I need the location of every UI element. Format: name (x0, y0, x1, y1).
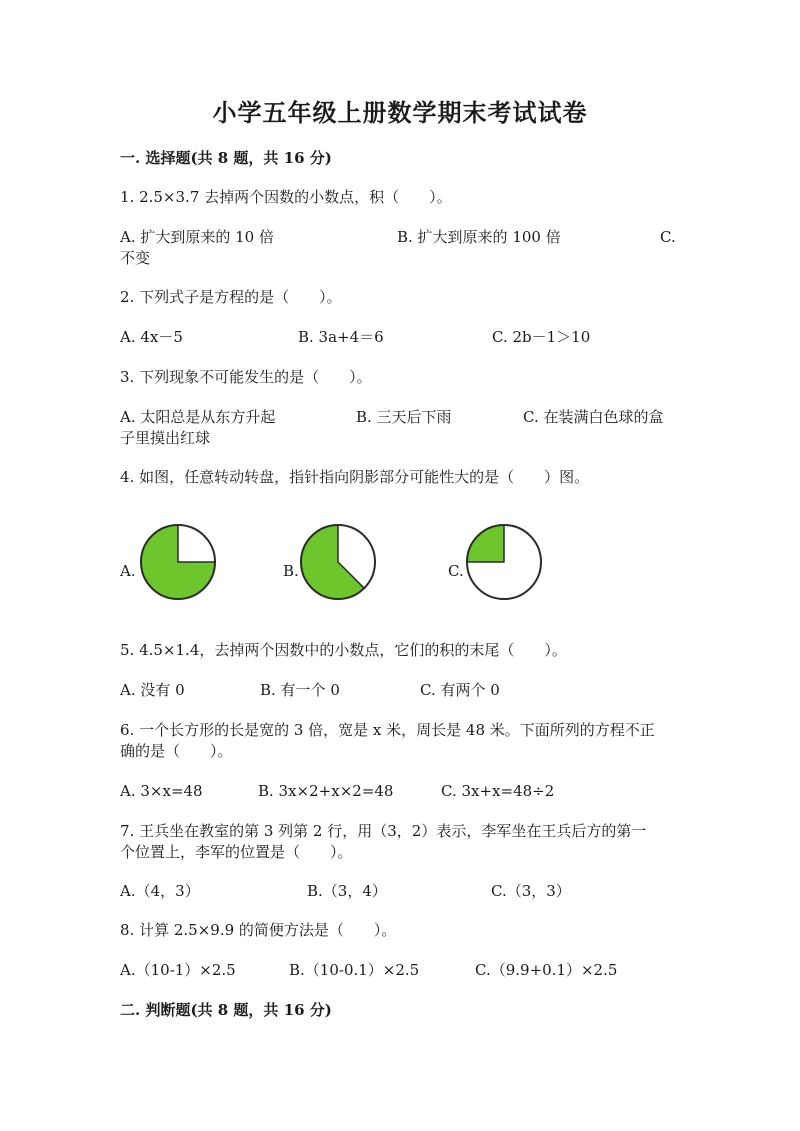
question-5-option-b[interactable]: B. 有一个 0 (260, 681, 340, 699)
question-1-option-c-wrap: 不变 (120, 249, 151, 267)
question-2-option-b[interactable]: B. 3a+4＝6 (298, 328, 384, 346)
question-6-option-a[interactable]: A. 3×x=48 (120, 782, 203, 800)
question-7-option-b[interactable]: B.（3，4） (307, 882, 387, 900)
section-heading-judgement: 二. 判断题(共 8 题，共 16 分) (120, 1001, 332, 1019)
question-6-stem: 6. 一个长方形的长是宽的 3 倍，宽是 x 米，周长是 48 米。下面所列的方程不正 (120, 721, 655, 739)
spinner-b (298, 522, 378, 602)
question-4-stem: 4. 如图，任意转动转盘，指针指向阴影部分可能性大的是（ ）图。 (120, 468, 590, 486)
question-2-option-c[interactable]: C. 2b－1＞10 (492, 328, 591, 346)
question-3-stem: 3. 下列现象不可能发生的是（ ）。 (120, 368, 372, 386)
page-title: 小学五年级上册数学期末考试试卷 (212, 98, 588, 127)
question-5-stem: 5. 4.5×1.4，去掉两个因数中的小数点，它们的积的末尾（ ）。 (120, 641, 567, 659)
question-3-option-a[interactable]: A. 太阳总是从东方升起 (120, 408, 276, 426)
question-8-option-c[interactable]: C.（9.9+0.1）×2.5 (475, 961, 618, 979)
question-6-option-b[interactable]: B. 3x×2+x×2=48 (258, 782, 394, 800)
question-1-option-a[interactable]: A. 扩大到原来的 10 倍 (120, 228, 274, 246)
question-8-option-a[interactable]: A.（10-1）×2.5 (120, 961, 236, 979)
question-5-option-a[interactable]: A. 没有 0 (120, 681, 185, 699)
question-6-option-c[interactable]: C. 3x+x=48÷2 (441, 782, 555, 800)
question-7-option-a[interactable]: A.（4，3） (120, 882, 200, 900)
question-8-option-b[interactable]: B.（10-0.1）×2.5 (289, 961, 420, 979)
question-1-stem: 1. 2.5×3.7 去掉两个因数的小数点，积（ ）。 (120, 188, 452, 206)
question-4-option-a[interactable]: A. (120, 562, 136, 580)
question-7-option-c[interactable]: C.（3，3） (491, 882, 571, 900)
question-8-stem: 8. 计算 2.5×9.9 的简便方法是（ ）。 (120, 921, 397, 939)
question-2-stem: 2. 下列式子是方程的是（ ）。 (120, 288, 342, 306)
section-heading-choice: 一. 选择题(共 8 题，共 16 分) (120, 149, 332, 167)
question-4-option-c[interactable]: C. (448, 562, 464, 580)
question-2-option-a[interactable]: A. 4x－5 (120, 328, 183, 346)
question-7-stem: 7. 王兵坐在教室的第 3 列第 2 行，用（3，2）表示，李军坐在王兵后方的第一 (120, 822, 647, 840)
question-1-option-b[interactable]: B. 扩大到原来的 100 倍 (397, 228, 561, 246)
question-5-option-c[interactable]: C. 有两个 0 (420, 681, 500, 699)
spinner-c (464, 522, 544, 602)
question-3-option-c-wrap: 子里摸出红球 (120, 429, 211, 447)
question-3-option-c[interactable]: C. 在装满白色球的盒 (523, 408, 664, 426)
question-4-option-b[interactable]: B. (283, 562, 299, 580)
spinner-a (138, 522, 218, 602)
question-3-option-b[interactable]: B. 三天后下雨 (356, 408, 452, 426)
question-7-stem-wrap: 个位置上，李军的位置是（ ）。 (120, 843, 353, 861)
question-6-stem-wrap: 确的是（ ）。 (120, 742, 233, 760)
question-1-option-c[interactable]: C. (660, 228, 676, 246)
